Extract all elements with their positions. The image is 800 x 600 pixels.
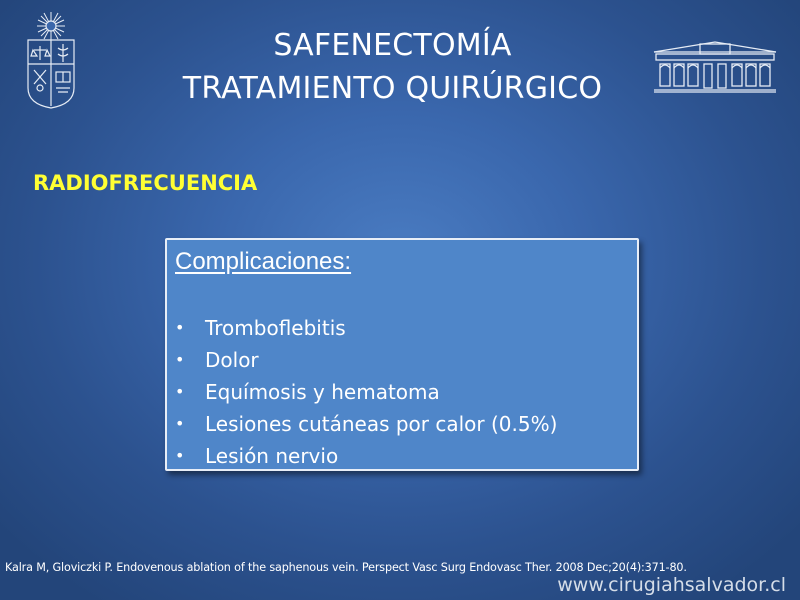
title-line-2: TRATAMIENTO QUIRÚRGICO [182,71,603,106]
list-item-text: Equímosis y hematoma [205,380,440,404]
box-heading: Complicaciones: [175,248,352,275]
list-item-text: Dolor [205,348,259,372]
bullet-icon: • [175,318,185,337]
list-item [173,344,557,376]
website-url: www.cirugiahsalvador.cl [557,574,786,596]
citation: Kalra M, Gloviczki P. Endovenous ablation of the saphenous vein. Perspect Vasc Surg Endovasc Ther. 2008 Dec;20(4):371-80. [5,561,687,574]
list-item-text: Tromboflebitis [205,316,346,340]
bullet-icon: • [175,350,185,369]
bullet-icon: • [175,414,185,433]
slide-title [100,24,685,110]
bullet-icon: • [175,382,185,401]
section-heading: RADIOFRECUENCIA [33,171,258,195]
list-item [173,312,557,344]
title-line-1: SAFENECTOMÍA [273,28,512,63]
university-crest-icon [22,10,80,110]
list-item [173,440,557,472]
hospital-building-icon [652,38,778,94]
bullet-icon: • [175,446,185,465]
complications-box [165,238,639,471]
list-item-text: Lesión nervio [205,444,339,468]
bullet-list [173,312,557,472]
list-item [173,376,557,408]
list-item [173,408,557,440]
list-item-text: Lesiones cutáneas por calor (0.5%) [205,412,558,436]
